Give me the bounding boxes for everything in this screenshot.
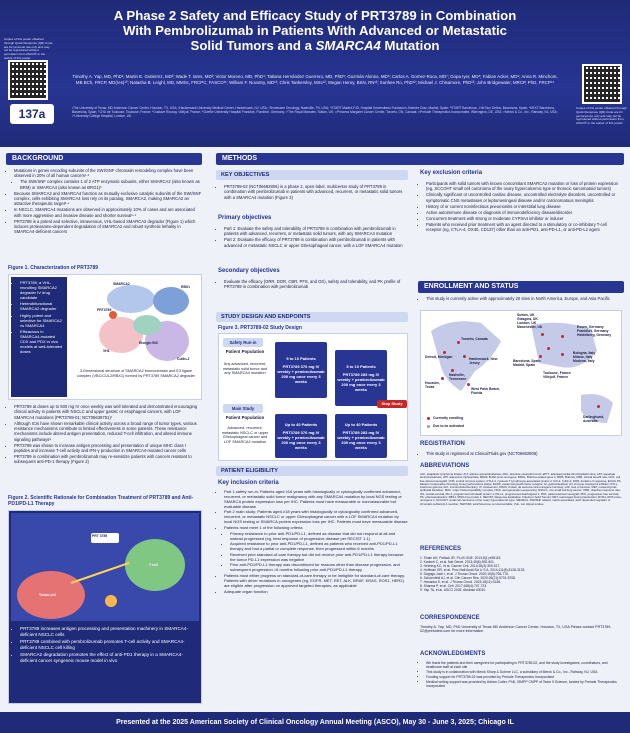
world-map	[420, 310, 622, 436]
affiliations: ¹The University of Texas, MD Anderson Cancer Center, Houston, TX, USA; ²Hackensack University Medical Center, Hackensack, NJ, USA; ³Tennessee Oncology, Nashville, TN, USA; ⁴START Madrid-FJD, Hospital Universitario Fundación Jiménez Díaz, Madrid, Spain; ⁵START Barcelona - HM Nou Delfos, Barcelona, Spain; ⁶NEXT Barcelona, Barcelona, Spain; ⁷CHU de Toulouse, Toulouse, France; ⁸Gustave Roussy, Villejuif, France; ⁹Goethe University Hospital Frankfurt, Frankfurt, Germany; ¹⁰The Royal Marsden, Sutton, UK; ¹¹Princess Margaret Cancer Centre, Toronto, ON, Canada; ¹²Prelude Therapeutics Incorporated, Wilmington, DE, USA; ¹³Merck & Co., Inc., Rahway, NJ, USA; ¹⁴University College Hospital, London, UK	[72, 106, 558, 119]
figure-1-title: Figure 1. Characterization of PRT3789	[8, 265, 99, 271]
poster-header	[0, 0, 630, 147]
enrollment-text: • This study is currently active with approximately 20 sites in North America, Europe, and Asia Pacific	[420, 296, 622, 302]
legend-future: Due to be activated	[433, 424, 465, 428]
pin-australia[interactable]	[597, 405, 600, 408]
pin-italy[interactable]	[561, 353, 564, 356]
arm-4-box: Up to 40 Patients PRT3789 283 mg IV weekly + pembrolizumab 200 mg once every 3 weeks	[335, 414, 387, 458]
pin-detroit[interactable]	[443, 351, 446, 354]
label-elongin: Elongin B/C	[139, 341, 159, 345]
abbreviations-text: ALK, anaplastic lymphoma kinase; ALT, alanine aminotransferase; ANC, absolute neutrophil count; aPTT, activated partial thromboplastin time; AST, aspartate aminotransferase; ATP, adenosine triphosphate; BRAF, B-Raf proto-oncogene; BRG1, Brahma-related gene 1; BRM, Brahma; CBR, clinical benefit rate; CDX, cell line-derived xenograft; CNS, central nervous system; CTLA-4, cytotoxic T-lymphocyte-associated protein 4; CUL2, Cullin-2; DOR, duration of response; ECOG PS, Eastern Cooperative Oncology Group performance status; EGFR, epidermal growth factor receptor; GI, gastrointestinal; ICI, immune checkpoint inhibitor; IFN-γ, interferon gamma; IHC, immunohistochemistry; IV, intravenous; KRAS, Kirsten rat sarcoma viral oncogene homolog; LOF, loss of function; MET, mesenchymal-epithelial transition; MHC, major histocompatibility complex; NGS, next-generation sequencing; NSCLC, non-small cell lung cancer; ORR, objective response rate; OS, overall survival; PD-1, programmed cell death protein 1; PD-L1, programmed death-ligand 1; PDX, patient-derived xenograft; PFS, progression-free survival; PK, pharmacokinetics; RBX1, RING-box protein 1; RECIST, Response Evaluation Criteria in Solid Tumors; RET, rearranged during transfection; ROS1, ROS proto-oncogene 1; SCCOHT, small cell carcinoma of the ovary hypercalcemic type; SMARCA, SWI/SNF related, matrix associated, actin dependent regulator of chromatin subfamily A member; SWI/SNF, switch/sucrose non-fermentable; VHL, von Hippel-Lindau.	[420, 472, 622, 506]
enrollment-heading: ENROLLMENT AND STATUS	[418, 281, 624, 293]
population-1-text: Any advanced, recurrent, metastatic solid tumor and any SMARCA4 mutation	[222, 362, 268, 376]
figure-1-panel	[8, 274, 202, 400]
population-2-text: Advanced, recurrent, metastatic NSCLC or upper GI/esophageal cancer and LOF SMARCA4 mutation	[221, 426, 269, 444]
figure-1-caption: 3-Dimensional structure of SMARCA2 bromodomain and E3 ligase complex (VBC/CUL2/RBX1) formed by PRT3789 SMARCA2 degrader	[77, 369, 195, 378]
references-heading: REFERENCES	[420, 546, 462, 552]
protein-structure-image	[71, 279, 199, 365]
author-list: Timothy A. Yap, MD, PhD¹; Martin E. Gutierrez, MD²; Wade T. Iams, MD³; Victor Moreno, MD, PhD⁴; Tatiana Hernández Guerrero, MD, PhD⁵; Guzmán Alonso, MD⁶; Carlos A. Gomez-Roca, MD⁷; Gopa Iyer, MD⁸; Fabian Acker, MD⁹; Anna R. Minchom, MB BCh, FRCP, MD(res)¹⁰; Natasha B. Leighl, MD, MMSc, FRCPC, FASCO¹¹; William F. Novotny, MD¹²; Chris Tankersley, MSc¹²; Megan Henry, BSN, RN¹²; Sunhee Ro, PhD¹²; Michael J. Chisamore, PhD¹³; John Bridgewater, MRCP, PhD, FRCP¹⁴	[72, 74, 558, 85]
city-toronto: Toronto, Canada	[461, 337, 488, 341]
figure-1-callout: • PRT3789, a VHL-recruiting SMARCA2 degrader IV drug candidate • Heterobifunctional SMARCA2 degrader • Highly potent and selective for SMARCA2 vs SMARCA4 • Efficacious in SMARCA4-mutated CDX and PDX in vivo models at well-tolerated doses	[11, 277, 67, 397]
fig2-label-tcell: T cell	[149, 563, 158, 567]
qr-right-caption: Copies of this poster obtained through Quick Response (QR) Code are for personal use only and may not be reproduced without permission from ASCO® or the author of this poster.	[576, 106, 627, 126]
rbx1-blob	[153, 287, 189, 315]
city-westpalm: West Palm Beach, Florida	[471, 387, 501, 395]
bg-bullet: • Mutations in genes encoding subunits of the SWI/SNF chromatin remodeling complex have been observed in 20% of all human cancers¹·²	[14, 168, 202, 179]
city-uk: Sutton, UK Glasgow, UK London, UK Manchester, UK	[517, 313, 543, 329]
label-cullin: Cullin-2	[177, 357, 190, 361]
qr-code-right[interactable]	[582, 64, 622, 104]
pin-hackensack[interactable]	[463, 355, 466, 358]
bg-bullet: • Because SMARCA2 and SMARCA4 function as mutually exclusive catalytic subunits of the SWI/SNF complex, cells exhibiting SMARCA4 loss rely on its paralog, SMARCA2, making SMARCA2 an attractive therapeutic target³·⁴	[14, 191, 202, 207]
figure-2-panel	[8, 510, 202, 704]
legend-future-dot	[427, 425, 430, 428]
poster-title: A Phase 2 Safety and Efficacy Study of PRT3789 in Combination With Pembrolizumab in Patients With Advanced or Metastatic Solid Tumors and a SMARCA4 Mutation	[113, 8, 517, 53]
legend-enrolling-dot	[427, 417, 430, 420]
figure-2-illustration	[11, 513, 199, 621]
elongin-blob	[133, 315, 161, 335]
prt3789-molecule	[109, 311, 117, 319]
city-germany: Essen, Germany Frankfurt, Germany Heidelberg, Germany	[577, 325, 612, 337]
inclusion-heading: Key inclusion criteria	[218, 480, 279, 486]
pin-spain[interactable]	[539, 355, 542, 358]
figure-2-callout: • PRT3789 increases antigen processing and presentation machinery in SMARCA4-deficient NSCLC cells • PRT3789 combined with pembrolizumab promotes T-cell activity and SMARCA4-deficient NSCLC cell killing • SMARCA2 degradation promotes the effect of anti-PD1 therapy in a SMARCA4-deficient cancer syngeneic mouse model in vivo	[11, 623, 199, 701]
fig2-label-prt: PRT 3789	[92, 534, 108, 538]
bg-bullet: • In NSCLC, SMARCA4 mutations are observed in approximately 10% of cases and are associated with more aggressive and invasive disease and shorter survival⁵·⁶	[14, 207, 202, 218]
city-australia: Darlinghurst, Australia	[583, 415, 605, 423]
acknowledgments-list: • We thank the patients and their caregivers for participating in PRT3789-02, and the study investigators, coordinators, and healthcare staff at each site • This study is in collaboration with Merck Sharp & Dohme LLC, a subsidiary of Merck & Co., Inc., Rahway, NJ, USA • Funding support for PRT3789-02 was provided by Prelude Therapeutics Incorporated • Medical writing support was provided by Adrian Cotter, PhD, ISMPP CMPP of Team 9 Science, funded by Prelude Therapeutics Incorporated	[420, 661, 622, 689]
label-vhl: VHL	[103, 349, 110, 353]
pin-toronto[interactable]	[457, 341, 460, 344]
label-prt3789: PRT3789	[97, 308, 112, 312]
label-rbx1: RBX1	[181, 285, 191, 289]
safety-runin-label: Safety Run-in	[223, 338, 263, 347]
city-nashville: Nashville, Tennessee	[449, 373, 467, 381]
qr-left-caption: Copies of this poster obtained through Quick Response (QR) Code are for personal use only and may not be reproduced without permission from ASCO® or the author of this poster.	[4, 37, 53, 60]
correspondence-heading: CORRESPONDENCE	[420, 615, 480, 621]
pin-nashville[interactable]	[451, 369, 454, 372]
arm-3-box: Up to 40 Patients PRT3789 376 mg IV weekly + pembrolizumab 200 mg once every 3 weeks	[275, 414, 327, 458]
patient-eligibility-heading: PATIENT ELIGIBILITY	[216, 466, 408, 476]
exclusion-criteria: • Participants with solid tumors with known concomitant SMARCA2 mutation or loss of protein expression (eg, SCCOHT small cell carcinoma of the ovary hypercalcemic type or thoracic sarcomatoid tumors) • Clinically significant or uncontrolled cardiac disease, uncontrolled electrolyte disorders, uncontrolled or symptomatic CNS metastases or leptomeningeal disease and/or carcinomatous meningitis • History of or current noninfectious pneumonitis or interstitial lung disease • Active autoimmune disease or diagnosis of immunodeficiency disease/disorder • Concurrent treatment with strong or moderate CYP3A4 inhibitor or inducer • Patients who received prior treatment with an agent directed to a stimulatory or co-inhibitory T-cell receptor (eg, CTLA-4, OX40, CD137) other than an anti-PD1, anti-PD-L1, or anti-PD-L2 agent	[420, 181, 622, 233]
arm-1-box: 5 to 10 Patients PRT3789 376 mg IV weekly + pembrolizumab 200 mg once every 3 weeks	[275, 342, 327, 398]
secondary-objectives-heading: Secondary objectives	[218, 268, 280, 274]
primary-objectives: • Part 1: Evaluate the safety and tolerability of PRT3789 in combination with pembrolizumab in patients with advanced, recurrent, or metastatic solid tumors, with any SMARCA4 mutation • Part 2: Evaluate the efficacy of PRT3789 in combination with pembrolizumab in patients with advanced or metastatic NSCLC or upper GI/esophageal cancer, with a LOF SMARCA4 mutation	[218, 226, 408, 249]
secondary-objectives: • Evaluate the efficacy (ORR, DOR, CBR, PFS, and OS), safety and tolerability, and PK profile of PRT3789 in combination with pembrolizumab	[218, 279, 408, 290]
pin-houston[interactable]	[441, 377, 444, 380]
pin-uk[interactable]	[541, 333, 544, 336]
exclusion-heading: Key exclusion criteria	[420, 170, 483, 176]
background-heading: BACKGROUND	[6, 153, 202, 165]
legend-enrolling: Currently enrolling	[433, 416, 464, 420]
abbreviations-heading: ABBREVIATIONS	[420, 463, 470, 469]
correspondence-text: Timothy A. Yap, MD, PhD University of Texas MD Anderson Cancer Center, Houston, TX, USA Please contact PRT3789-02@preludetx.com for more information	[420, 625, 612, 634]
methods-heading: METHODS	[216, 153, 624, 165]
poster-footer: Presented at the 2025 American Society of Clinical Oncology Annual Meeting (ASCO), May 30 - June 3, 2025; Chicago IL	[0, 712, 630, 733]
background-bullets-2: • PRT3789 at doses up to 500 mg IV once weekly was well tolerated and demonstrated encouraging clinical activity in patients with NSCLC and upper gastric or esophageal cancers, with LOF SMARCA4 mutations (PRT3789-01; NCT05639751)⁷ • Although ICIs have shown remarkable clinical activity across a broad range of tumor types, various resistance mechanisms contribute to limited effectiveness in some patients. These resistance mechanisms include altered antigen presentation, reduced T-cell infiltration, and altered immune signaling pathways⁸ • PRT3789 was shown to increase antigen processing and presentation of unique MHC class I peptides and increase T-cell activity and IFN-γ production in SMARCA4-mutated cancer cells • PRT3789 in combination with pembrolizumab may re-sensitize patients with cancers resistant to subsequent anti-PD-1 therapy (Figure 2)	[8, 404, 202, 465]
pin-germany[interactable]	[561, 335, 564, 338]
key-objectives-text: • PRT3789-02 (NCT06682806) is a phase 2, open-label, multicenter study of PRT3789 in combination with pembrolizumab in patients with advanced, recurrent, or metastatic solid tumors with a SMARCA4 mutation (Figure 3)	[218, 184, 408, 201]
study-design-heading: STUDY DESIGN AND ENDPOINTS	[216, 312, 408, 322]
city-spain: Barcelona, Spain Madrid, Spain	[513, 359, 541, 367]
antibody-marker	[105, 595, 117, 607]
bg-bullet: • The SWI/SNF complex contains 1 of 2 ATP enzymatic subunits, either SMARCA2 (also known as BRM) or SMARCA4 (also known as BRG1)³	[20, 179, 202, 190]
city-detroit: Detroit, Michigan	[425, 355, 453, 359]
figure-2-title: Figure 2. Scientific Rationale for Combination Treatment of PRT3789 and Anti-PD1/PD-L1 Therapy	[8, 495, 194, 507]
poster-id-badge: 137a	[10, 104, 54, 124]
inclusion-criteria: • Part 1 safety run-in: Patients aged ≥18 years with histologically or cytologically confirmed advanced, recurrent, or metastatic solid tumor malignancy with any SMARCA4 mutation by local NGS testing or SMARCA protein expression loss per IHC. Patients must have measurable or nonmeasurable but evaluable disease • Part 2 main study: Patients aged ≥18 years with histologically or cytologically confirmed advanced, recurrent, or metastatic NSCLC or upper GI/esophageal cancer with a LOF SMARCA4 mutation by local NGS testing or SMARCA protein expression loss per IHC. Patients must have measurable disease • Patients must meet 1 of the following criteria • Primary resistance to prior anti-PD1/PD-L1, defined as disease that did not respond at all and instead progressed (eg, best response of progressive disease per RECIST 1.1) • Acquired resistance to prior anti-PD1/PD-L1, defined as patients who received anti-PD1/PD-L1 therapy and had a partial or complete response, then progressed within 6 months • Received prior standard-of-care therapy but did not receive prior anti-PD1/PD-L1 therapy because the tumor PD-L1 expression was negative • Prior anti-PD1/PD-L1 therapy was discontinued for reasons other than disease progression, and subsequent progression >6 months following prior anti-PD1/PD-L1 therapy • Patients must either progress on standard-of-care therapy or be ineligible for standard-of-care therapy. Patients with driver mutations in oncogenes (eg, EGFR, MET, RET, ALK, BRAF, KRAS, ROS1, HER2) are eligible after progression on approved targeted therapies, as applicable • Adequate organ function	[218, 490, 408, 595]
arm-2-box: 5 to 10 Patients PRT3789 283 mg IV weekly + pembrolizumab 200 mg once every 3 weeks	[335, 350, 387, 406]
registration-heading: REGISTRATION	[420, 441, 465, 447]
primary-objectives-heading: Primary objectives	[218, 215, 272, 221]
figure-3-title: Figure 3. PRT3789-02 Study Design	[218, 325, 302, 331]
figure-3-flowchart	[218, 333, 408, 461]
stop-study-box: Stop Study	[377, 400, 407, 408]
bg-bullet: • PRT3789 is a potent and selective, intravenous, VHL-based SMARCA2 degrader (Figure 1) which induces proteasome-dependent degradation of SMARCA2 and robust synthetic lethality in SMARCA4-deficient cancers	[14, 219, 202, 235]
references-list: 1. Shain AH, Pollack JR. PLoS ONE. 2013;8(1):e55119. 2. Kadoch C, et al. Nat Genet. 2013;45(6):592-601. 3. Helming KC, et al. Cancer Cell. 2014;26(3):309-317. 4. Hoffman GR, et al. Proc Natl Acad Sci U S A. 2014;111(8):3128-3133. 5. Dagogo-Jack I, et al. J Thorac Oncol. 2020;15(5):766-776. 6. Schoenfeld AJ, et al. Clin Cancer Res. 2020;26(21):5701-5708. 7. Hanaoka S, et al. J Thorac Oncol. 2023;18(11):S155. 8. Sharma P, et al. Cell. 2017;168(4):707-723. 9. Yap TA, et al. ASCO 2025. Abstract #3010.	[420, 556, 526, 592]
background-bullets	[8, 168, 202, 236]
patient-population-1: Patient Population	[225, 349, 265, 354]
pin-westpalm[interactable]	[467, 383, 470, 386]
registration-text: • This study is registered at ClinicalTrials.gov (NCT06682806)	[420, 451, 622, 457]
city-houston: Houston, Texas	[425, 381, 440, 389]
smarca2-blob	[107, 285, 155, 313]
label-smarca2: SMARCA2	[113, 282, 130, 286]
acknowledgments-heading: ACKNOWLEDGMENTS	[420, 651, 486, 657]
pin-france[interactable]	[547, 347, 550, 350]
qr-code-left[interactable]	[8, 60, 48, 100]
city-hackensack: Hackensack, New Jersey	[469, 357, 498, 365]
key-objectives-heading: KEY OBJECTIVES	[216, 170, 408, 180]
fig2-label-tumor: Tumor cell	[39, 593, 56, 597]
patient-population-2: Patient Population	[225, 415, 265, 420]
city-france: Toulouse, France Villejuif, France	[543, 371, 571, 379]
city-italy: Bologna, Italy Milano, Italy Modena, Italy	[573, 351, 596, 363]
main-study-label: Main Study	[223, 404, 263, 413]
